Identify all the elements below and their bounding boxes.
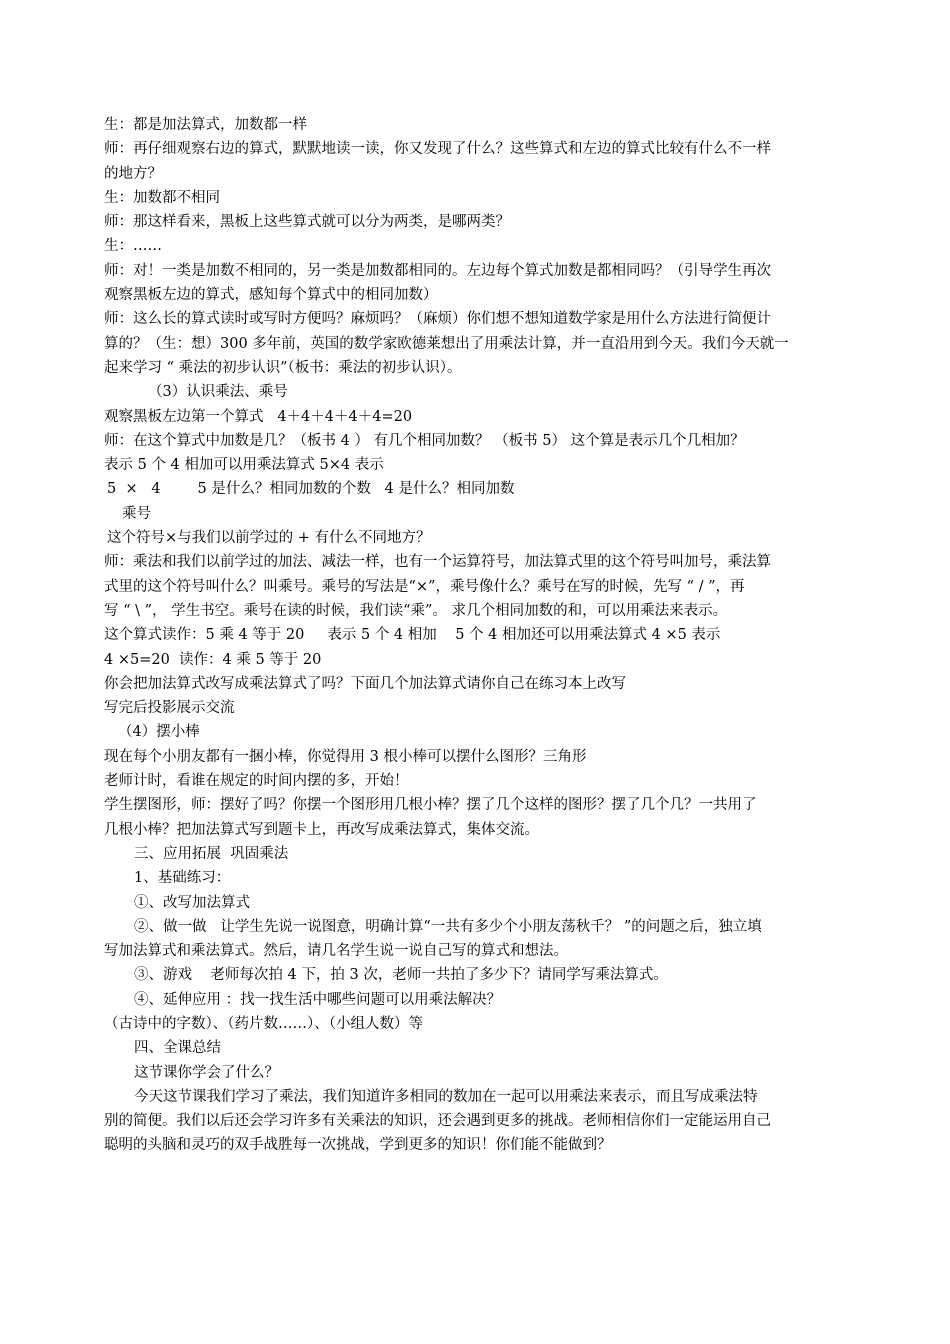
text-line: 乘号 [122,505,151,522]
section-heading: （3）认识乘法、乘号 [148,384,288,401]
text-line: 别的简便。我们以后还会学习许多有关乘法的知识，还会遇到更多的挑战。老师相信你们一定能运用自己 [104,1113,771,1130]
text-line: 你会把加法算式改写成乘法算式了吗？下面几个加法算式请你自己在练习本上改写 [104,675,626,692]
text-line: 生：加数都不相同 [104,189,220,206]
text-line: 算的？（生：想）300 多年前，英国的数学家欧德莱想出了用乘法计算，并一直沿用到今天。我们今天就一 [104,335,789,352]
text-line: 学生摆图形，师：摆好了吗？你摆一个图形用几根小棒？摆了几个这样的图形？摆了几个几？一共用了 [104,797,757,814]
text-line: 1、基础练习： [134,870,231,887]
text-line: 的地方？ [104,165,162,182]
text-line: ③、游戏 老师每次拍 4 下，拍 3 次，老师一共拍了多少下？请同学写乘法算式。 [134,967,668,984]
text-line: 师：对！一类是加数不相同的，另一类是加数都相同的。左边每个算式加数是都相同吗？（引导学生再次 [104,262,771,279]
text-line: 观察黑板左边的算式，感知每个算式中的相同加数） [104,287,438,304]
document-page [104,113,852,1158]
text-line: 现在每个小朋友都有一捆小棒，你觉得用 3 根小棒可以摆什么图形？三角形 [104,748,587,765]
text-line: 师：再仔细观察右边的算式，默默地读一读，你又发现了什么？这些算式和左边的算式比较有什么不一样 [104,141,771,158]
text-line: 今天这节课我们学习了乘法，我们知道许多相同的数加在一起可以用乘法来表示，而且写成乘法特 [134,1088,758,1105]
text-line: 表示 5 个 4 相加可以用乘法算式 5×4 表示 [104,457,384,474]
text-line: 聪明的头脑和灵巧的双手战胜每一次挑战，学到更多的知识！你们能不能做到？ [104,1137,612,1154]
text-line: 起来学习 “ 乘法的初步认识”（板书：乘法的初步认识）。 [104,359,462,376]
section-heading: （4）摆小棒 [118,724,200,741]
text-line: 5 × 4 5 是什么？相同加数的个数 4 是什么？相同加数 [107,481,515,498]
text-line: 观察黑板左边第一个算式 4＋4＋4＋4＋4=20 [104,408,413,425]
section-heading: 三、应用拓展 巩固乘法 [134,845,289,862]
text-line: 生：…… [104,238,162,255]
text-line: 写 “ \ ”， 学生书空。乘号在读的时候，我们读“乘”。 求几个相同加数的和，可以用乘法来表示。 [104,602,728,619]
text-line: 这个符号×与我们以前学过的 + 有什么不同地方？ [107,530,431,547]
text-line: 写完后投影展示交流 [104,700,235,717]
text-line: 老师计时，看谁在规定的时间内摆的多，开始！ [104,773,409,790]
text-line: 生：都是加法算式，加数都一样 [104,117,307,133]
text-line: 式里的这个符号叫什么？叫乘号。乘号的写法是“×”，乘号像什么？乘号在写的时候，先写 “ / ”，再 [104,578,745,595]
text-line: ①、改写加法算式 [134,894,250,911]
text-line: 写加法算式和乘法算式。然后，请几名学生说一说自己写的算式和想法。 [104,943,568,960]
text-line: （古诗中的字数）、（药片数……）、（小组人数）等 [104,1015,423,1032]
text-line: 这节课你学会了什么？ [134,1064,279,1081]
text-line: 这个算式读作：5 乘 4 等于 20 表示 5 个 4 相加 5 个 4 相加还可以用乘法算式 4 ×5 表示 [104,627,721,644]
text-line: 师：那这样看来，黑板上这些算式就可以分为两类，是哪两类？ [104,214,510,231]
section-heading: 四、全课总结 [134,1040,221,1057]
text-line: 师：乘法和我们以前学过的加法、减法一样，也有一个运算符号，加法算式里的这个符号叫加号，乘法算 [104,554,771,571]
text-line: 几根小棒？把加法算式写到题卡上，再改写成乘法算式，集体交流。 [104,821,539,838]
text-line: ④、延伸应用 ：找一找生活中哪些问题可以用乘法解决？ [134,991,502,1008]
text-line: 4 ×5=20 读作：4 乘 5 等于 20 [104,651,322,668]
text-line: 师：在这个算式中加数是几？（板书 4 ） 有几个相同加数？ （板书 5） 这个算是表示几个几相加？ [104,432,745,449]
text-line: 师：这么长的算式读时或写时方便吗？麻烦吗？（麻烦）你们想不想知道数学家是用什么方法进行简便计 [104,311,771,328]
text-line: ②、做一做 让学生先说一说图意，明确计算“一共有多少个小朋友荡秋千？ ”的问题之后，独立填 [134,918,762,935]
